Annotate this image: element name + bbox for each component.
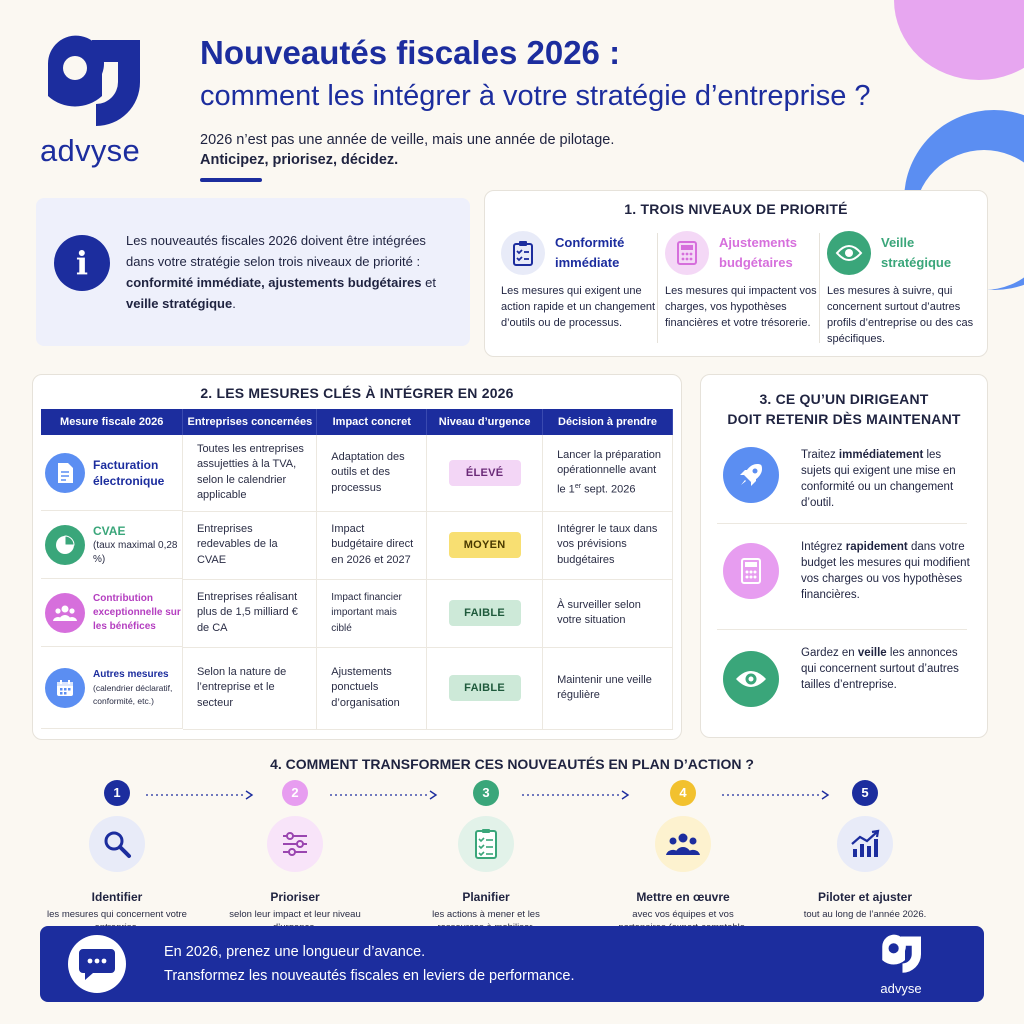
measure-subtitle: (taux maximal 0,28 %) xyxy=(93,539,178,565)
document-icon xyxy=(45,453,85,493)
step-description: les actions à mener et les xyxy=(432,909,540,920)
advyse-logo-mark xyxy=(878,934,924,974)
step-title: Mettre en œuvre xyxy=(636,890,730,904)
step-title: Prioriser xyxy=(270,890,320,904)
table-header-row xyxy=(41,409,673,435)
action-step-3 xyxy=(411,780,561,934)
info-box xyxy=(36,198,470,346)
magnifier-icon xyxy=(89,816,145,872)
takeaway-item xyxy=(723,645,973,715)
step-description: selon leur impact et leur niveau xyxy=(229,909,361,920)
priority-title-line-2: stratégique xyxy=(881,255,952,270)
pie-chart-icon xyxy=(45,525,85,565)
brand-logo xyxy=(40,34,155,169)
decorative-pink-circle xyxy=(894,0,1024,80)
brand-name: advyse xyxy=(40,133,141,168)
title-underline xyxy=(200,178,262,182)
column-header: Mesure fiscale 2026 xyxy=(41,409,183,435)
measure-cell xyxy=(41,435,183,511)
leader-takeaways-title-line-1: 3. CE QU’UN DIRIGEANT xyxy=(759,391,929,407)
impact-cell: Impact budgétaire direct en 2026 et 2027 xyxy=(317,511,427,579)
footer-banner xyxy=(40,926,984,1002)
decision-cell: À surveiller selon votre situation xyxy=(543,579,673,647)
measure-name: Contribution exceptionnelle sur les bénéfices xyxy=(93,592,181,632)
advyse-logo-mark xyxy=(40,34,145,129)
footer-brand-name: advyse xyxy=(880,981,922,996)
team-icon xyxy=(655,816,711,872)
step-description: avec vos équipes et vos xyxy=(632,909,734,920)
step-number: 4 xyxy=(670,780,696,806)
decision-cell: Maintenir une veille régulière xyxy=(543,647,673,729)
table-row xyxy=(41,511,673,579)
calculator-icon xyxy=(723,543,779,599)
measures-table xyxy=(41,409,673,730)
takeaway-text-bold: immédiatement xyxy=(838,449,924,461)
footer-logo xyxy=(874,934,928,996)
action-step-1 xyxy=(42,780,192,934)
info-text-bold-2: veille stratégique xyxy=(126,296,233,311)
takeaway-text-after: les sujets qui exigent une mise en conformité ou un changement d’outil. xyxy=(801,449,956,509)
step-title: Planifier xyxy=(462,890,510,904)
concerned-cell: Entreprises redevables de la CVAE xyxy=(183,511,317,579)
priority-item-ajustements xyxy=(665,227,825,349)
takeaway-text xyxy=(801,539,971,603)
column-header: Décision à prendre xyxy=(543,409,673,435)
priority-levels-panel xyxy=(484,190,988,357)
step-title: Identifier xyxy=(91,890,143,904)
step-description: tout au long de l’année 2026. xyxy=(803,909,927,920)
measure-cell xyxy=(41,579,183,647)
leader-takeaways-title-line-2: DOIT RETENIR DÈS MAINTENANT xyxy=(727,411,961,427)
column-header: Niveau d’urgence xyxy=(427,409,543,435)
takeaway-text-after: dans votre budget les mesures qui modifient vos charges ou vos hypothèses financières. xyxy=(801,541,970,601)
info-text xyxy=(126,230,456,314)
step-number: 1 xyxy=(104,780,130,806)
info-text-plain: Les nouveautés fiscales 2026 doivent être intégrées dans votre stratégie selon trois niveaux de priorité : xyxy=(126,233,426,269)
measure-name: CVAE xyxy=(93,523,126,538)
column-header: Entreprises concernées xyxy=(183,409,317,435)
footer-line-1: En 2026, prenez une longueur d’avance. xyxy=(164,944,426,960)
priority-title-line-1: Ajustements xyxy=(719,235,798,250)
urgency-cell xyxy=(427,435,543,511)
checklist-icon xyxy=(458,816,514,872)
step-number: 3 xyxy=(473,780,499,806)
impact-cell: Impact financier important mais ciblé xyxy=(317,579,427,647)
priority-item-title xyxy=(719,233,797,273)
takeaway-text-before: Gardez en xyxy=(801,647,858,659)
calculator-icon xyxy=(665,231,709,275)
action-plan-title: 4. COMMENT TRANSFORMER CES NOUVEAUTÉS EN PLAN D’ACTION ? xyxy=(270,756,754,772)
step-number: 5 xyxy=(852,780,878,806)
info-text-and: et xyxy=(425,275,436,290)
priority-item-description: Les mesures à suivre, qui concernent surtout d’autres profils d’entreprise ou des cas spécifiques. xyxy=(827,285,974,345)
takeaway-text-after: les annonces qui concernent surtout d’autres tailles d’entreprise. xyxy=(801,647,959,691)
intro-text: 2026 n’est pas une année de veille, mais une année de pilotage. xyxy=(200,132,615,148)
leader-takeaways-panel xyxy=(700,374,988,738)
urgency-badge: ÉLEVÉ xyxy=(449,460,521,486)
priority-title-line-1: Veille xyxy=(881,235,915,250)
users-icon xyxy=(45,593,85,633)
urgency-cell xyxy=(427,579,543,647)
table-row xyxy=(41,647,673,729)
decision-text: Lancer la préparation opérationnelle avant le 1 xyxy=(557,448,662,496)
growth-chart-icon xyxy=(837,816,893,872)
divider xyxy=(717,523,967,524)
key-measures-title: 2. LES MESURES CLÉS À INTÉGRER EN 2026 xyxy=(200,385,514,401)
priority-item-veille xyxy=(827,227,987,349)
urgency-badge: MOYEN xyxy=(449,532,521,558)
info-icon: i xyxy=(54,235,110,291)
takeaway-text-before: Intégrez xyxy=(801,541,846,553)
eye-icon xyxy=(827,231,871,275)
page-subtitle: comment les intégrer à votre stratégie d’entreprise ? xyxy=(200,80,871,112)
divider xyxy=(717,629,967,630)
concerned-cell: Toutes les entreprises assujetties à la TVA, selon le calendrier applicable xyxy=(183,435,317,511)
rocket-icon xyxy=(723,447,779,503)
table-row xyxy=(41,435,673,511)
measure-name: Facturation électronique xyxy=(93,457,165,488)
page-title: Nouveautés fiscales 2026 : xyxy=(200,34,621,71)
step-number: 2 xyxy=(282,780,308,806)
info-text-bold-1: conformité immédiate, ajustements budgétaires xyxy=(126,275,422,290)
leader-takeaways-title xyxy=(701,389,987,429)
footer-line-2: Transformez les nouveautés fiscales en leviers de performance. xyxy=(164,968,575,984)
action-step-5 xyxy=(790,780,940,921)
info-text-end: . xyxy=(232,296,236,311)
decision-superscript: er xyxy=(574,482,582,490)
sliders-icon xyxy=(267,816,323,872)
measure-cell xyxy=(41,647,183,729)
calendar-icon xyxy=(45,668,85,708)
priority-item-description: Les mesures qui impactent vos charges, vos hypothèses financières et votre trésorerie. xyxy=(665,285,817,329)
step-description: les mesures qui concernent votre xyxy=(47,909,187,920)
eye-icon xyxy=(723,651,779,707)
takeaway-text-bold: veille xyxy=(857,647,887,659)
priority-item-title xyxy=(555,233,624,273)
concerned-cell: Entreprises réalisant plus de 1,5 milliard € de CA xyxy=(183,579,317,647)
chat-bubble-icon xyxy=(68,935,126,993)
priority-title-line-1: Conformité xyxy=(555,235,625,250)
priority-item-conformite xyxy=(501,227,661,349)
divider xyxy=(657,233,658,343)
priority-title-line-2: immédiate xyxy=(555,255,620,270)
urgency-badge: FAIBLE xyxy=(449,675,521,701)
takeaway-text-bold: rapidement xyxy=(845,541,908,553)
decision-cell: Intégrer le taux dans vos prévisions budgétaires xyxy=(543,511,673,579)
takeaway-text xyxy=(801,645,971,693)
impact-cell: Adaptation des outils et des processus xyxy=(317,435,427,511)
measure-subtitle: (calendrier déclaratif, conformité, etc.) xyxy=(93,682,173,706)
table-row xyxy=(41,579,673,647)
priority-item-description: Les mesures qui exigent une action rapide et un changement d’outils ou de processus. xyxy=(501,285,656,329)
urgency-badge: FAIBLE xyxy=(449,600,521,626)
takeaway-item xyxy=(723,447,973,507)
decision-cell xyxy=(543,435,673,511)
takeaway-item xyxy=(723,539,973,609)
clipboard-check-icon xyxy=(501,231,545,275)
urgency-cell xyxy=(427,511,543,579)
measure-name: Autres mesures xyxy=(93,668,169,680)
urgency-cell xyxy=(427,647,543,729)
column-header: Impact concret xyxy=(317,409,427,435)
takeaway-text xyxy=(801,447,971,511)
step-title: Piloter et ajuster xyxy=(817,890,913,904)
intro-bold-text: Anticipez, priorisez, décidez. xyxy=(200,152,399,168)
priority-levels-title: 1. TROIS NIVEAUX DE PRIORITÉ xyxy=(624,201,848,217)
divider xyxy=(819,233,820,343)
takeaway-text-before: Traitez xyxy=(801,449,839,461)
action-step-4 xyxy=(608,780,758,947)
measure-cell xyxy=(41,511,183,579)
decision-text-suffix: sept. 2026 xyxy=(581,483,636,496)
concerned-cell: Selon la nature de l’entreprise et le secteur xyxy=(183,647,317,729)
impact-cell: Ajustements ponctuels d’organisation xyxy=(317,647,427,729)
priority-title-line-2: budgétaires xyxy=(719,255,793,270)
key-measures-panel xyxy=(32,374,682,740)
priority-item-title xyxy=(881,233,951,273)
action-step-2 xyxy=(220,780,370,934)
